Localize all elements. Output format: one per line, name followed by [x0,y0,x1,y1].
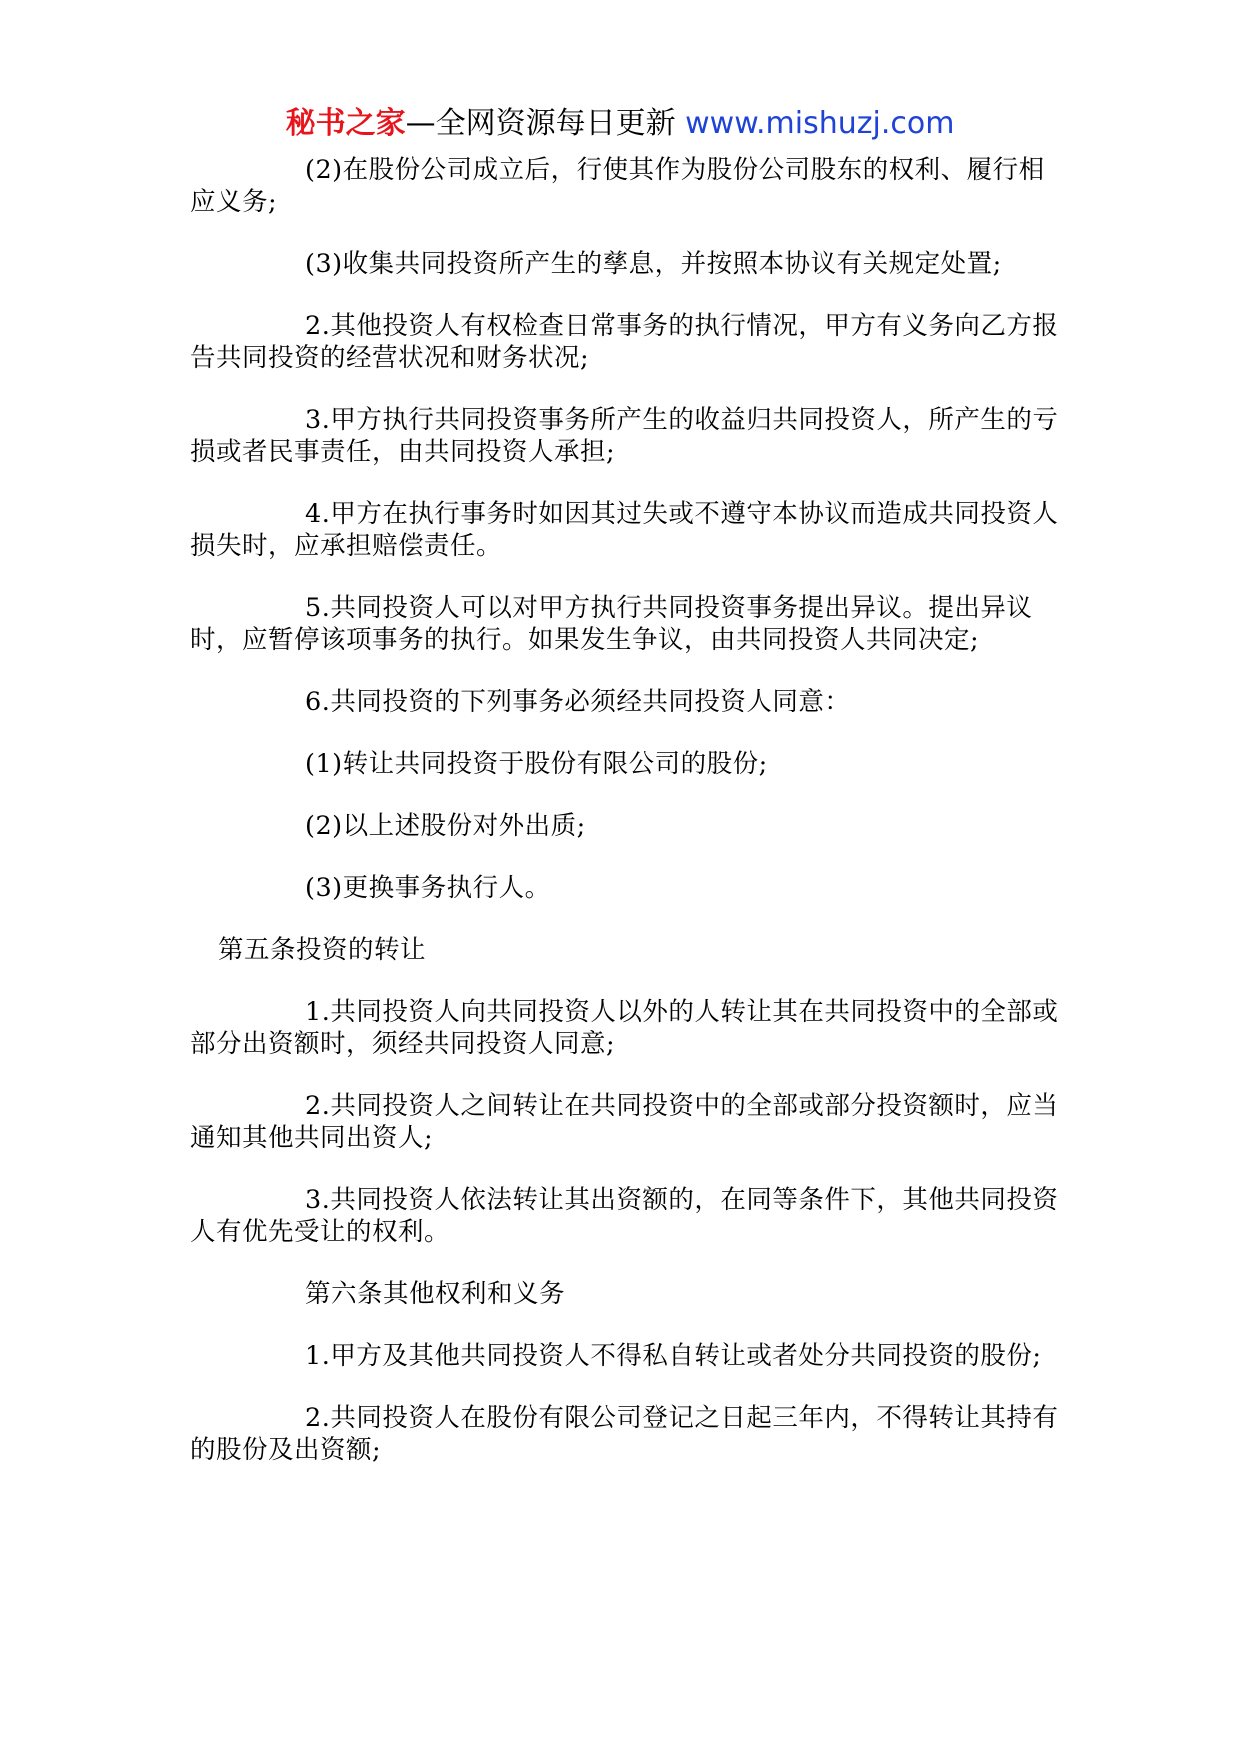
paragraph: 2.共同投资人之间转让在共同投资中的全部或部分投资额时，应当通知其他共同出资人; [190,1091,1059,1153]
site-header [0,104,1240,144]
header-slogan: —全网资源每日更新 [405,106,676,141]
paragraph: 1.共同投资人向共同投资人以外的人转让其在共同投资中的全部或部分出资额时，须经共同投资人同意; [190,997,1059,1059]
section-heading: 第五条投资的转让 [218,935,427,965]
paragraph: 5.共同投资人可以对甲方执行共同投资事务提出异议。提出异议时，应暂停该项事务的执行。如果发生争议，由共同投资人共同决定; [190,593,1033,655]
paragraph: 6.共同投资的下列事务必须经共同投资人同意： [305,687,851,717]
paragraph: 2.其他投资人有权检查日常事务的执行情况，甲方有义务向乙方报告共同投资的经营状况和财务状况; [190,311,1059,373]
paragraph: 2.共同投资人在股份有限公司登记之日起三年内，不得转让其持有的股份及出资额; [190,1403,1059,1465]
brand-name: 秘书之家 [285,106,406,141]
list-item: (3)更换事务执行人。 [305,873,551,903]
document-body [190,154,1060,1496]
paragraph: (3)收集共同投资所产生的孳息，并按照本协议有关规定处置; [305,249,1002,279]
section-heading: 第六条其他权利和义务 [305,1279,566,1309]
site-url-link[interactable]: www.mishuzj.com [685,106,955,141]
list-item: (2)以上述股份对外出质; [305,811,586,841]
paragraph: 1.甲方及其他共同投资人不得私自转让或者处分共同投资的股份; [305,1341,1042,1371]
paragraph: 3.共同投资人依法转让其出资额的，在同等条件下，其他共同投资人有优先受让的权利。 [190,1185,1059,1247]
paragraph: 4.甲方在执行事务时如因其过失或不遵守本协议而造成共同投资人损失时，应承担赔偿责任。 [190,499,1059,561]
paragraph: (2)在股份公司成立后，行使其作为股份公司股东的权利、履行相应义务; [190,155,1045,217]
paragraph: 3.甲方执行共同投资事务所产生的收益归共同投资人，所产生的亏损或者民事责任，由共同投资人承担; [190,405,1059,467]
list-item: (1)转让共同投资于股份有限公司的股份; [305,749,768,779]
